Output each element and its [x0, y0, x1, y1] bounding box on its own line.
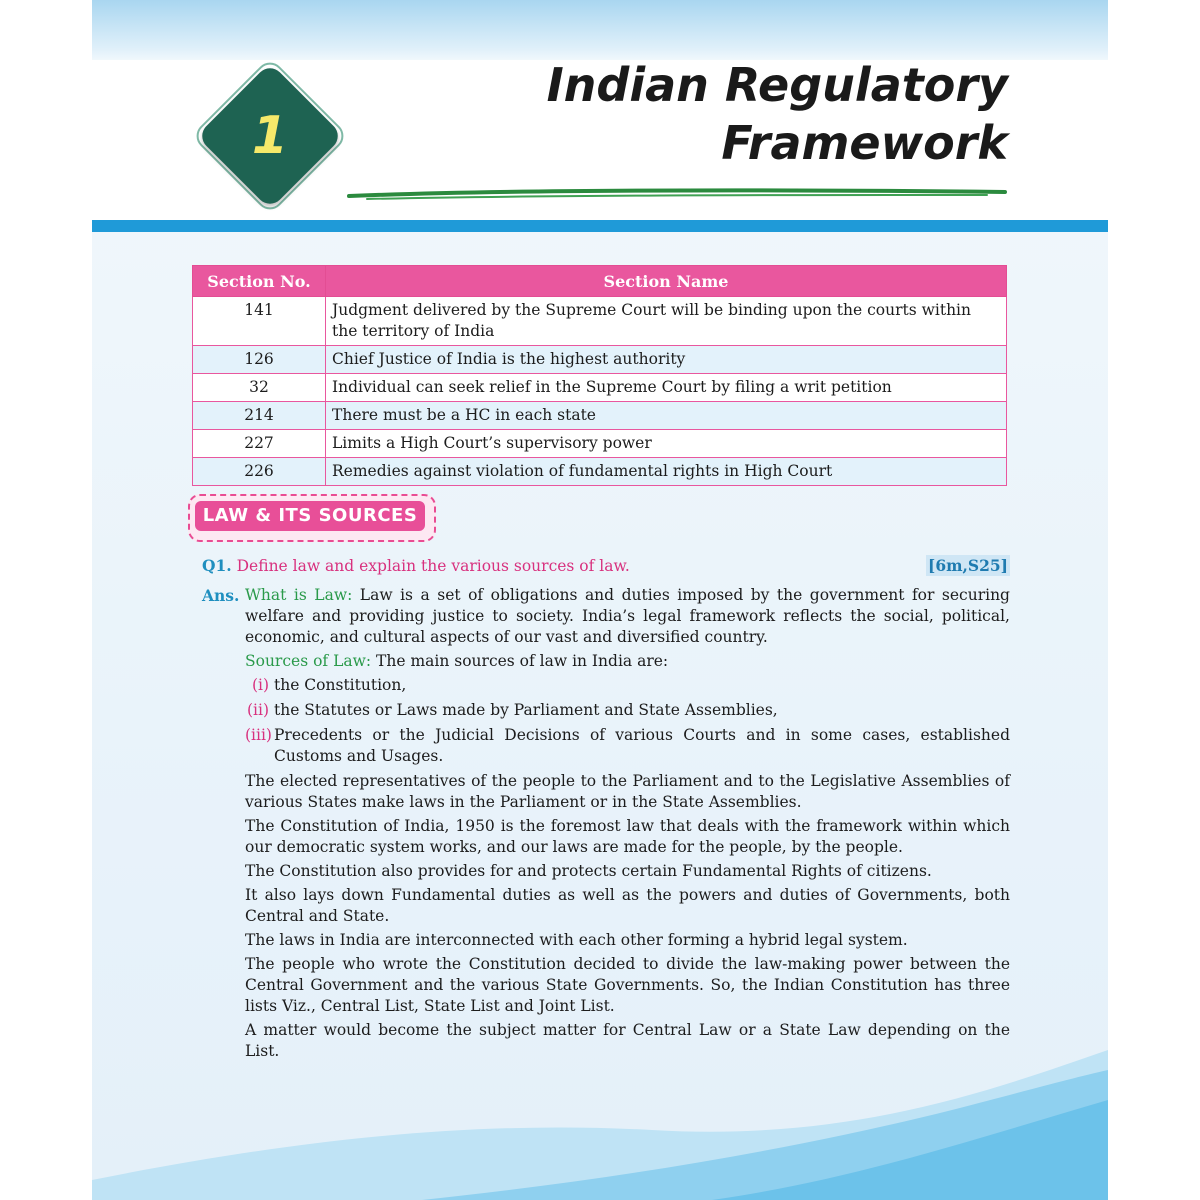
list-item-number: (iii) [245, 726, 272, 744]
list-item-number: (ii) [246, 701, 269, 719]
question-text: Define law and explain the various sources of law. [236, 557, 630, 575]
chapter-number: 1 [251, 106, 289, 166]
list-item-text: the Statutes or Laws made by Parliament and State Assemblies, [274, 701, 778, 719]
marks-badge: [6m,S25] [927, 556, 1008, 575]
header-divider-stripe [92, 220, 1108, 232]
question-answer-block [202, 555, 1010, 1065]
list-item-number: (i) [251, 676, 269, 694]
title-underline-brush [347, 186, 1007, 202]
what-is-law-text: Law is a set of obligations and duties imposed by the government for securing welfare and providing justice to society. India’s legal framework reflects the social, political, economic, and cultural aspects of our vast and diversified country. [245, 586, 1010, 646]
section-number: 126 [193, 346, 326, 374]
chapter-title-line2: Framework [721, 116, 1008, 170]
answer-block [202, 585, 1010, 1062]
section-name: Judgment delivered by the Supreme Court will be binding upon the courts within the territory of India [326, 297, 1007, 346]
answer-paragraph [245, 585, 1010, 648]
chapter-title [547, 56, 1008, 172]
book-page [92, 0, 1108, 1200]
subheading-sources-of-law: Sources of Law: [245, 652, 372, 670]
table-row [193, 458, 1007, 486]
question-label: Q1. [202, 556, 232, 575]
table-row [193, 297, 1007, 346]
table-row [193, 346, 1007, 374]
answer-paragraph: The laws in India are interconnected with each other forming a hybrid legal system. [245, 931, 908, 949]
subheading-what-is-law: What is Law: [245, 586, 353, 604]
answer-label: Ans. [202, 586, 240, 605]
list-item-text: the Constitution, [274, 676, 407, 694]
section-heading: LAW & ITS SOURCES [195, 501, 425, 531]
list-item [245, 725, 1010, 767]
list-item-text: Precedents or the Judicial Decisions of various Courts and in some cases, established Customs and Usages. [274, 726, 1010, 765]
section-name: Individual can seek relief in the Supreme Court by filing a writ petition [326, 374, 1007, 402]
sources-text: The main sources of law in India are: [371, 652, 669, 670]
section-number: 226 [193, 458, 326, 486]
section-name: There must be a HC in each state [326, 402, 1007, 430]
section-number: 214 [193, 402, 326, 430]
chapter-number-badge [200, 66, 340, 206]
answer-paragraph: The Constitution of India, 1950 is the foremost law that deals with the framework within which our democratic system works, and our laws are made for the people, by the people. [245, 817, 1010, 856]
header-section-no: Section No. [193, 266, 326, 297]
section-number: 141 [193, 297, 326, 346]
sections-table [192, 265, 1007, 486]
list-item [245, 700, 1010, 721]
answer-paragraph: The Constitution also provides for and protects certain Fundamental Rights of citizens. [245, 862, 932, 880]
sources-list [245, 675, 1010, 767]
section-number: 32 [193, 374, 326, 402]
list-item [245, 675, 1010, 696]
table-row [193, 374, 1007, 402]
answer-paragraph: A matter would become the subject matter for Central Law or a State Law depending on the List. [245, 1021, 1010, 1060]
section-name: Chief Justice of India is the highest authority [326, 346, 1007, 374]
answer-paragraph: The elected representatives of the people to the Parliament and to the Legislative Assemblies of various States make laws in the Parliament or in the State Assemblies. [245, 772, 1010, 811]
section-heading-ribbon [188, 494, 436, 542]
table-header-row [193, 266, 1007, 297]
chapter-title-line1: Indian Regulatory [546, 58, 1008, 112]
section-name: Limits a High Court’s supervisory power [326, 430, 1007, 458]
answer-paragraph: It also lays down Fundamental duties as well as the powers and duties of Governments, both Central and State. [245, 886, 1010, 925]
section-number: 227 [193, 430, 326, 458]
header-section-name: Section Name [326, 266, 1007, 297]
answer-paragraph: The people who wrote the Constitution decided to divide the law-making power between the Central Government and the various State Governments. So, the Indian Constitution has three lists Viz., Central List, State List and Joint List. [245, 955, 1010, 1015]
question-line [202, 555, 1010, 579]
section-name: Remedies against violation of fundamental rights in High Court [326, 458, 1007, 486]
table-row [193, 402, 1007, 430]
table-row [193, 430, 1007, 458]
answer-paragraph [245, 651, 1010, 672]
